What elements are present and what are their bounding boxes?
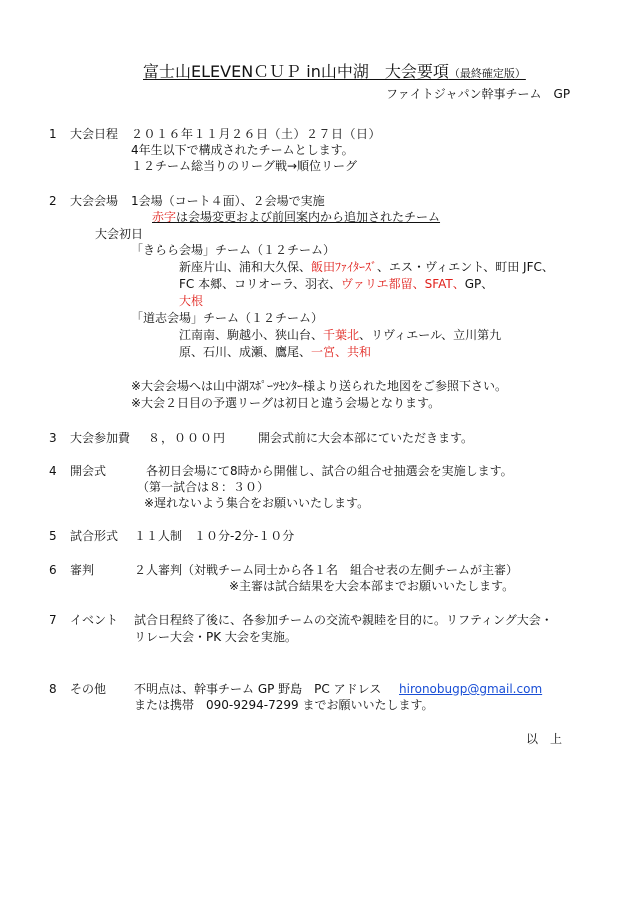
referee-rule: ２人審判（対戦チーム同士から各１名 組合せ表の左側チームが主審）: [134, 563, 519, 577]
section-6-number: 6: [49, 563, 57, 577]
doshi-heading: 「道志会場」チーム（１２チーム）: [131, 311, 324, 325]
match-format: １１人制 １０分-2分-１０分: [134, 529, 295, 543]
section-7-label: イベント: [70, 613, 119, 627]
team-list-new: 一宮、共和: [311, 345, 372, 359]
title-note: （最終確定版）: [448, 67, 526, 80]
age-rule: 4年生以下で構成されたチームとします。: [131, 143, 354, 157]
team-list: 原、石川、成瀬、鷹尾、: [179, 345, 312, 359]
event-text: 試合日程終了後に、各参加チームの交流や親睦を目的に。リフティング大会・: [134, 613, 553, 627]
kirara-teams-row-1: [179, 259, 554, 275]
contact-email-link[interactable]: hironobugp@gmail.com: [399, 682, 543, 696]
contact-text: 不明点は、幹事チーム GP 野島 PC アドレス: [134, 682, 382, 696]
team-list-new: ヴァリエ都留、SFAT、: [341, 277, 465, 291]
first-match-time: （第一試合は８：３０）: [137, 480, 270, 494]
event-text-cont: リレー大会・PK 大会を実施。: [134, 630, 297, 644]
punctuality-note: ※遅れないよう集合をお願いいたします。: [144, 496, 370, 510]
team-list: 、リヴィエール、立川第九: [359, 328, 502, 342]
section-2-number: 2: [49, 194, 57, 208]
section-1-number: 1: [49, 127, 57, 141]
section-7-number: 7: [49, 613, 57, 627]
title-main: 富士山ELEVENＣＵＰ in山中湖 大会要項: [143, 62, 449, 81]
team-list-new: 大根: [179, 294, 204, 308]
closing-mark: 以 上: [526, 732, 563, 746]
red-text-explanation: は会場変更および前回案内から追加されたチーム: [176, 210, 441, 224]
fee-payment-note: 開会式前に大会本部にていただきます。: [258, 431, 474, 445]
kirara-heading: 「きらら会場」チーム（１２チーム）: [131, 243, 336, 257]
opening-ceremony-text: 各初日会場にて8時から開催し、試合の組合せ抽選会を実施します。: [146, 464, 513, 478]
contact-phone: または携帯 090-9294-7299 までお願いいたします。: [134, 698, 434, 712]
doshi-teams-row-1: [179, 327, 501, 343]
day1-heading: 大会初日: [95, 227, 144, 241]
organizer: ファイトジャパン幹事チーム GP: [386, 87, 571, 101]
team-list-new: 飯田ﾌｧｲﾀｰｽﾞ: [311, 260, 378, 274]
section-4-number: 4: [49, 464, 57, 478]
day2-league-note: ※大会２日目の予選リーグは初日と違う会場となります。: [131, 396, 441, 410]
team-list: FC 本郷、コリオーラ、羽衣、: [179, 277, 342, 291]
section-8-label: その他: [70, 682, 107, 696]
team-list: GP、: [464, 277, 494, 291]
section-3-label: 大会参加費: [70, 431, 131, 445]
team-list-new: 千葉北: [323, 328, 360, 342]
doshi-teams-row-2: [179, 344, 371, 360]
red-text-label: 赤字: [152, 210, 177, 224]
venue-summary: 1会場（コート４面）、２会場で実施: [131, 194, 325, 208]
section-4-label: 開会式: [70, 464, 107, 478]
event-date: ２０１６年１１月２６日（土）２７日（日）: [131, 127, 382, 141]
team-list: 江南南、駒越小、狭山台、: [179, 328, 324, 342]
section-6-label: 審判: [70, 563, 95, 577]
section-5-label: 試合形式: [70, 529, 119, 543]
section-8-number: 8: [49, 682, 57, 696]
team-list: 、エス・ヴィエント、町田 JFC、: [377, 260, 554, 274]
kirara-teams-row-3: [179, 293, 203, 309]
map-note: ※大会会場へは山中湖ｽﾎﾟｰﾂｾﾝﾀｰ様より送られた地図をご参照下さい。: [131, 379, 508, 393]
section-5-number: 5: [49, 529, 57, 543]
referee-note: ※主審は試合結果を大会本部までお願いいたします。: [229, 579, 515, 593]
section-2-label: 大会会場: [70, 194, 119, 208]
section-1-label: 大会日程: [70, 127, 119, 141]
league-format: １２チーム総当りのリーグ戦→順位リーグ: [131, 159, 358, 173]
entry-fee: ８，０００円: [148, 431, 227, 445]
red-text-note: [152, 209, 440, 225]
document-title: [143, 62, 526, 84]
team-list: 新座片山、浦和大久保、: [179, 260, 312, 274]
kirara-teams-row-2: [179, 276, 493, 292]
section-3-number: 3: [49, 431, 57, 445]
